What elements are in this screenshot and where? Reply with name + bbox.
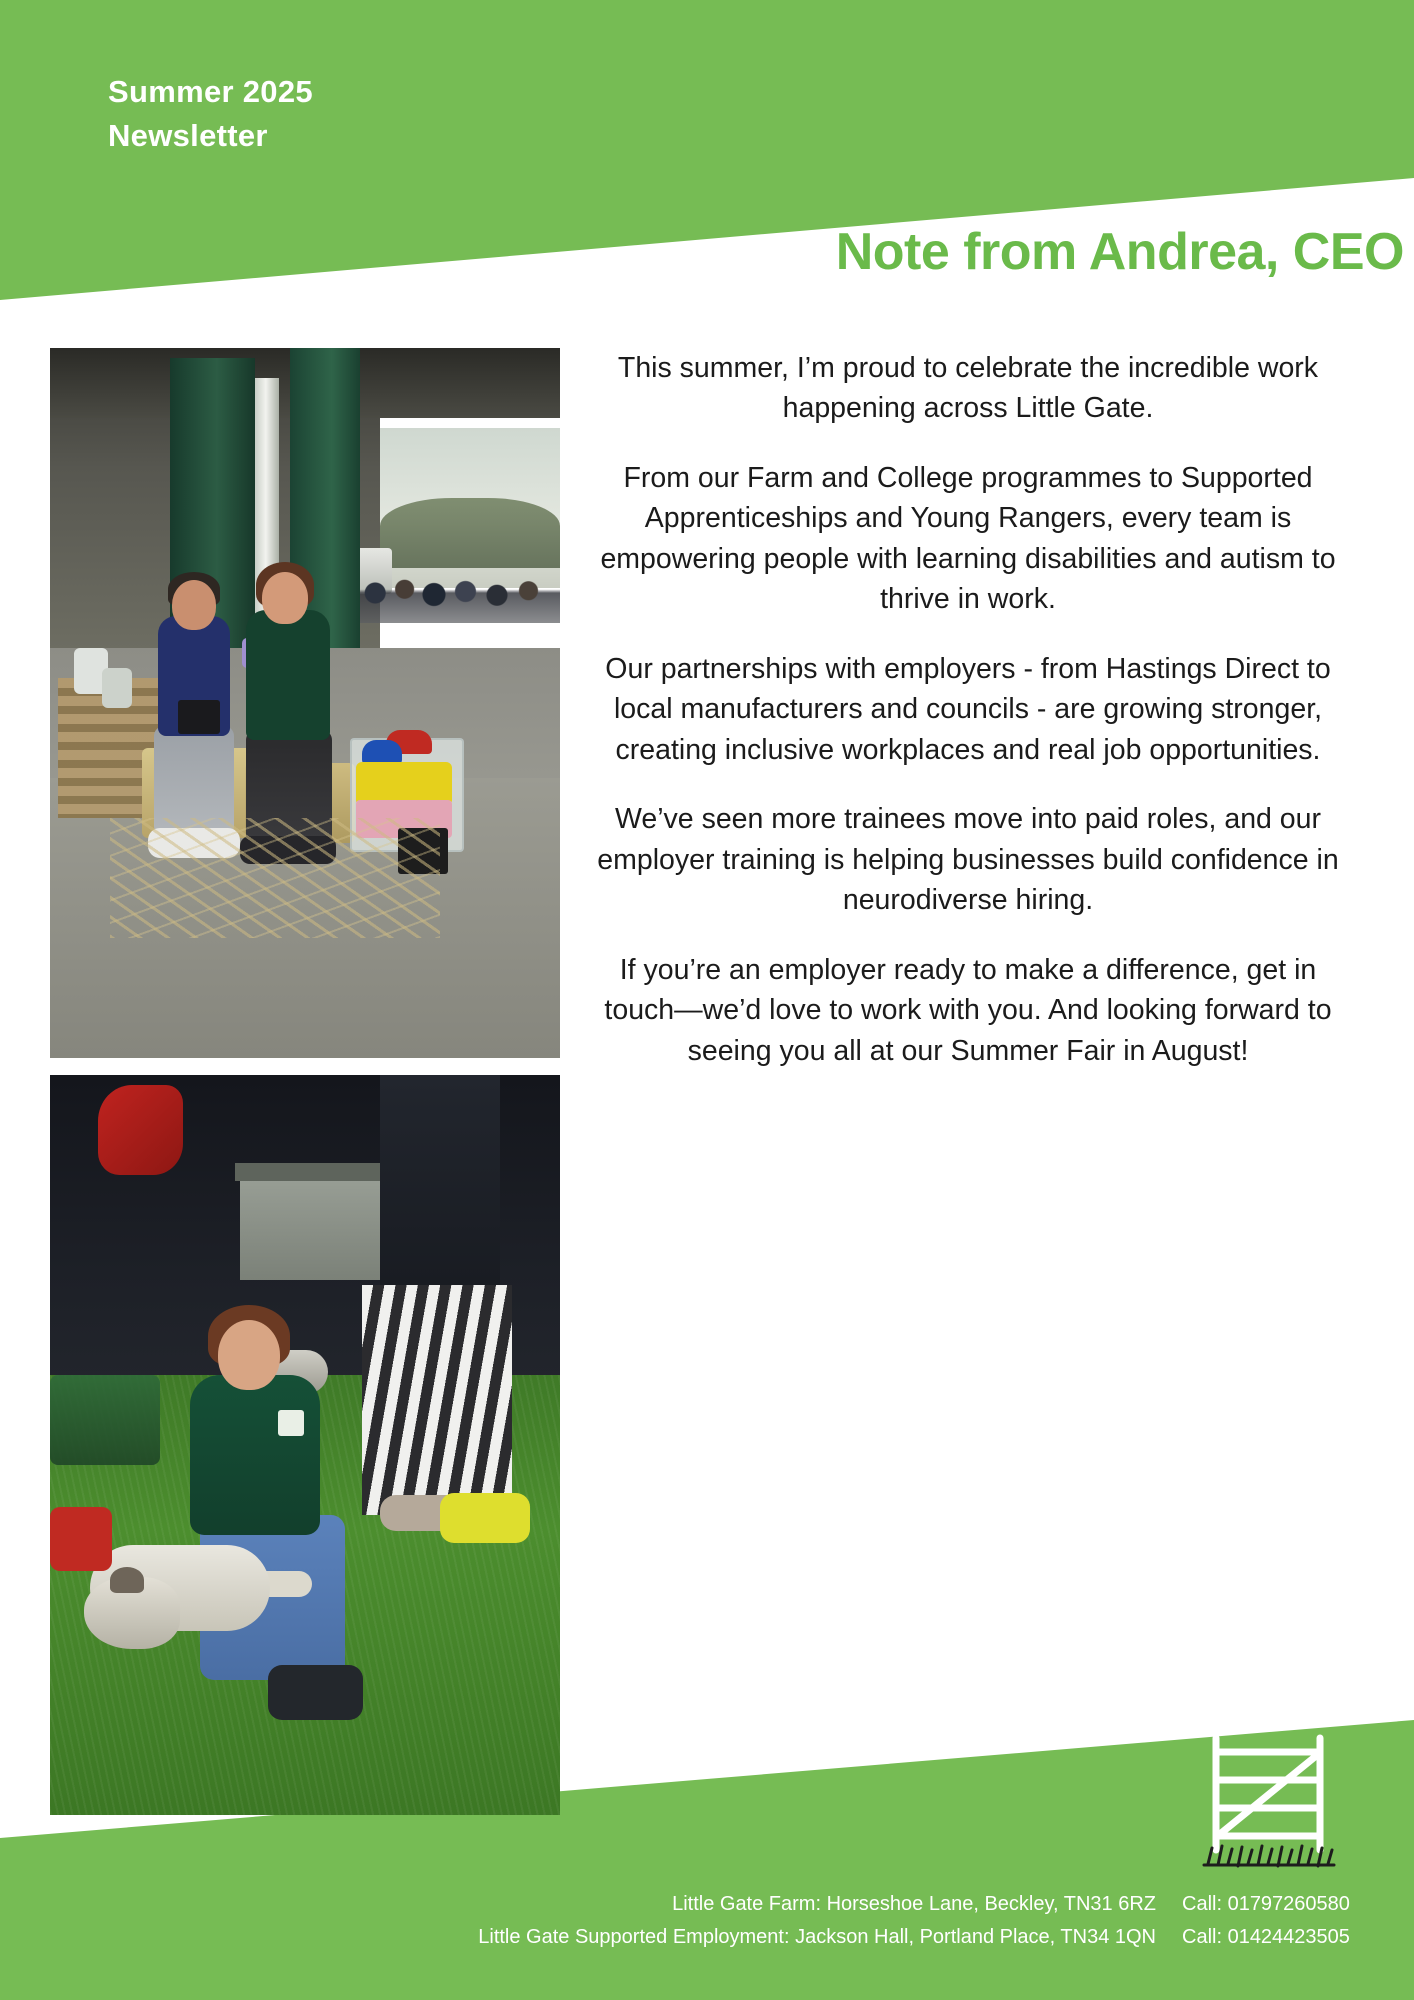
photo-two-people-hay-bale: [50, 348, 560, 1058]
article-body: [588, 348, 1348, 1071]
footer-row: [478, 1888, 1392, 1921]
footer-address-farm: Little Gate Farm: Horseshoe Lane, Beckley, TN31 6RZ: [672, 1893, 1156, 1915]
photo1-person-b-body: [246, 610, 330, 740]
photo2-bystander-jacket: [380, 1075, 500, 1305]
photo2-chairs: [50, 1375, 160, 1465]
photo1-loose-straw: [110, 818, 440, 938]
photo2-bystander-skirt: [362, 1285, 512, 1515]
photo-woman-with-dog: [50, 1075, 560, 1815]
masthead-line-1: Summer 2025: [108, 74, 313, 109]
farm-gate-logo-icon: [1198, 1732, 1338, 1872]
photo1-blue-hat: [362, 740, 402, 764]
photo2-dog-ear: [110, 1567, 144, 1593]
photo1-tablet: [178, 700, 220, 734]
photo2-barn-roof: [235, 1163, 385, 1181]
article-paragraph: From our Farm and College programmes to Supported Apprenticeships and Young Rangers, every team is empowering people with learning disabilities and autism to thrive in work.: [600, 461, 1336, 616]
photo2-red-cloth: [98, 1085, 183, 1175]
photo2-yellow-object: [440, 1493, 530, 1543]
article-paragraph: Our partnerships with employers - from Hastings Direct to local manufacturers and councils - are growing stronger, creating inclusive workplaces and real job opportunities.: [605, 652, 1331, 766]
photo2-red-sleeve: [50, 1507, 112, 1571]
photo2-fleece-logo: [278, 1410, 304, 1436]
photo2-woman-fleece: [190, 1375, 320, 1535]
photo1-crowd: [350, 548, 560, 623]
masthead: [108, 70, 313, 158]
article-paragraph: If you’re an employer ready to make a difference, get in touch—we’d love to work with you. And looking forward to seeing you all at our Summer Fair in August!: [604, 953, 1332, 1067]
footer-row: [478, 1921, 1392, 1954]
photo1-crate-2: [102, 668, 132, 708]
photo2-barn: [240, 1170, 380, 1280]
footer-phone-supported-employment[interactable]: Call: 01424423505: [1182, 1926, 1350, 1948]
masthead-line-2: Newsletter: [108, 118, 268, 154]
footer-phone-farm[interactable]: Call: 01797260580: [1182, 1893, 1350, 1915]
photo1-person-a-head: [172, 580, 216, 630]
footer-contact-details: [478, 1888, 1392, 1954]
photo2-woman-boot: [268, 1665, 363, 1720]
photo2-woman-face: [218, 1320, 280, 1390]
article-paragraph: We’ve seen more trainees move into paid roles, and our employer training is helping businesses build confidence in neurodiverse hiring.: [597, 803, 1339, 917]
page-title: Note from Andrea, CEO: [835, 223, 1404, 281]
photo1-person-b-head: [262, 572, 308, 624]
footer-address-supported-employment: Little Gate Supported Employment: Jackson Hall, Portland Place, TN34 1QN: [478, 1926, 1156, 1948]
article-paragraph: This summer, I’m proud to celebrate the incredible work happening across Little Gate.: [617, 352, 1319, 425]
